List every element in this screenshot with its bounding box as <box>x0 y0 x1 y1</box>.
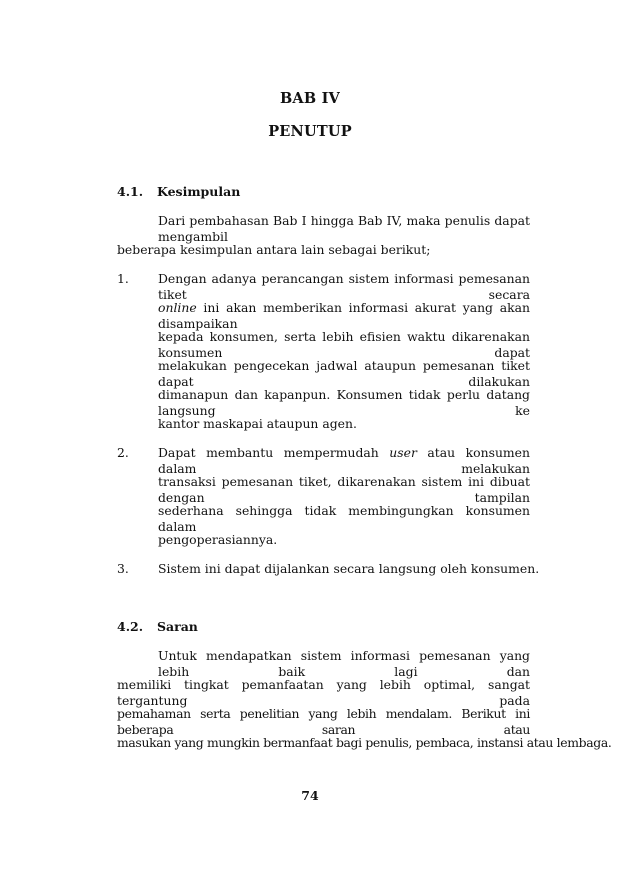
list-item-line: Sistem ini dapat dijalankan secara langsung oleh konsumen. <box>158 561 540 576</box>
list-item-line: dimanapun dan kapanpun. Konsumen tidak perlu datang langsung ke <box>158 387 530 418</box>
section-number: 4.2. <box>117 619 144 634</box>
paragraph-line: pemahaman serta penelitian yang lebih mendalam. Berikut ini beberapa saran atau <box>117 706 530 737</box>
paragraph-line: memiliki tingkat pemanfaatan yang lebih optimal, sangat tergantung pada <box>117 677 530 708</box>
chapter-heading: BAB IV <box>279 90 341 107</box>
page-number: 74 <box>301 788 319 803</box>
list-item-line: kantor maskapai ataupun agen. <box>158 416 357 431</box>
list-item-line <box>158 445 530 477</box>
list-item-line: transaksi pemesanan tiket, dikarenakan sistem ini dibuat dengan tampilan <box>158 474 530 505</box>
section-heading-kesimpulan <box>117 184 240 199</box>
emphasis-online: online <box>158 300 197 315</box>
list-item-line: pengoperasiannya. <box>158 532 278 547</box>
chapter-title: PENUTUP <box>268 123 352 140</box>
list-number: 1. <box>117 271 129 286</box>
text-segment: Dapat membantu mempermudah <box>158 445 390 460</box>
section-title: Kesimpulan <box>157 184 241 199</box>
list-item-line: melakukan pengecekan jadwal ataupun pemesanan tiket dapat dilakukan <box>158 358 530 389</box>
paragraph-line: Dari pembahasan Bab I hingga Bab IV, maka penulis dapat mengambil <box>158 213 530 244</box>
list-item-line: sederhana sehingga tidak membingungkan konsumen dalam <box>158 503 530 534</box>
paragraph-line: masukan yang mungkin bermanfaat bagi penulis, pembaca, instansi atau lembaga. <box>117 735 612 750</box>
text-segment: atau konsumen dalam melakukan <box>158 445 530 476</box>
list-item-line: kepada konsumen, serta lebih efisien waktu dikarenakan konsumen dapat <box>158 329 530 360</box>
section-heading-saran <box>117 619 198 634</box>
section-title: Saran <box>157 619 198 634</box>
list-number: 3. <box>117 561 129 576</box>
list-item-line <box>158 300 530 332</box>
list-number: 2. <box>117 445 129 460</box>
emphasis-user: user <box>389 445 417 460</box>
paragraph-line: Untuk mendapatkan sistem informasi pemesanan yang lebih baik lagi dan <box>158 648 530 679</box>
list-item-line: Dengan adanya perancangan sistem informasi pemesanan tiket secara <box>158 271 530 302</box>
section-number: 4.1. <box>117 184 144 199</box>
text-segment: ini akan memberikan informasi akurat yang akan disampaikan <box>158 300 530 331</box>
paragraph-line: beberapa kesimpulan antara lain sebagai berikut; <box>117 242 431 257</box>
